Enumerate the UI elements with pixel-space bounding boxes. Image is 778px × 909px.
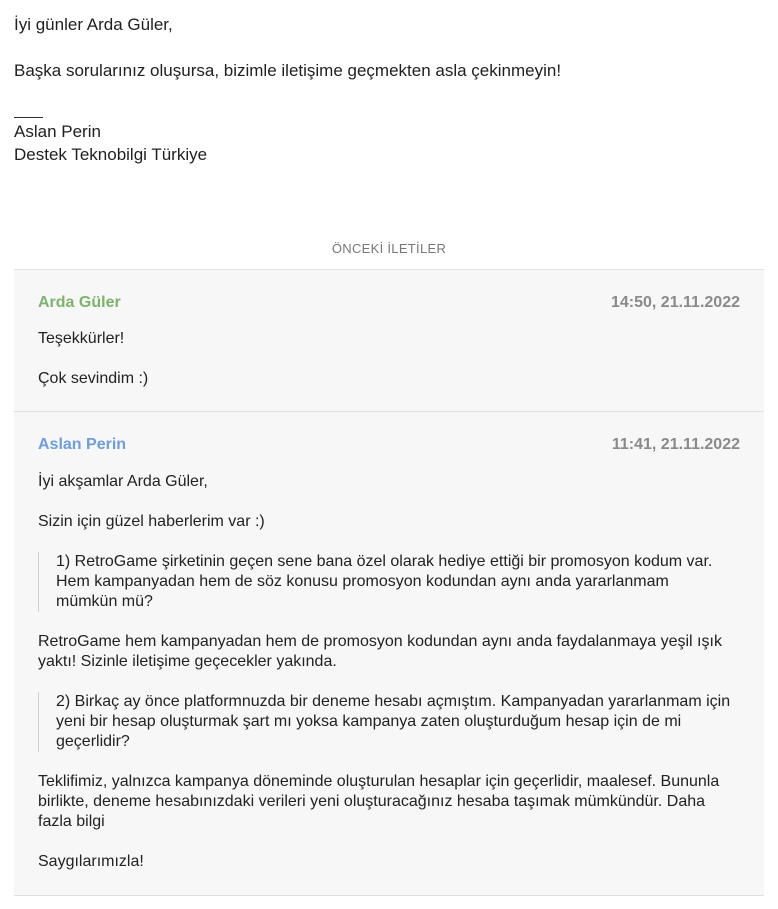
quote-line: geçerlidir? xyxy=(56,733,130,750)
signature-team: Destek Teknobilgi Türkiye xyxy=(14,145,208,164)
reply-text: Başka sorularınız oluşursa, bizimle iletişime geçmekten asla çekinmeyin! xyxy=(14,61,562,80)
signature-name: Aslan Perin xyxy=(14,122,101,141)
message-author: Arda Güler xyxy=(38,294,121,311)
message-intro: Sizin için güzel haberlerim var :) xyxy=(38,513,265,530)
quote-line: Hem kampanyadan hem de söz konusu promosyon kodundan aynı anda yararlanmam xyxy=(56,573,669,590)
message-greeting: İyi akşamlar Arda Güler, xyxy=(38,473,208,490)
answer-line: RetroGame hem kampanyadan hem de promosyon kodundan aynı anda faydalanmaya yeşil ışık xyxy=(38,633,722,650)
message-line: Çok sevindim :) xyxy=(38,370,149,387)
message-author: Aslan Perin xyxy=(38,436,127,453)
answer-1 xyxy=(38,632,722,672)
answer-line: birlikte, deneme hesabınızdaki verileri yeni oluşturacağınız hesaba taşımak mümkündür. Daha xyxy=(38,793,706,810)
message-line: Teşekkürler! xyxy=(38,330,125,347)
reply-greeting: İyi günler Arda Güler, xyxy=(14,15,173,34)
quoted-question-2 xyxy=(38,692,730,752)
quoted-question-1 xyxy=(38,552,712,612)
message-closing: Saygılarımızla! xyxy=(38,853,144,870)
answer-line: Teklifimiz, yalnızca kampanya döneminde oluşturulan hesaplar için geçerlidir, maalesef. Bununla xyxy=(38,773,720,790)
quote-line: 1) RetroGame şirketinin geçen sene bana özel olarak hediye ettiği bir promosyon kodum var. xyxy=(56,553,713,570)
answer-2 xyxy=(38,772,719,832)
message-thread xyxy=(14,269,764,896)
previous-messages-header: ÖNCEKİ İLETİLER xyxy=(331,241,447,256)
message-date: 11:41, 21.11.2022 xyxy=(611,436,740,453)
answer-line: yaktı! Sizinle iletişime geçecekler yakında. xyxy=(38,653,337,670)
thread-message-arda xyxy=(14,270,764,412)
answer-line: fazla bilgi xyxy=(38,813,105,830)
signature-divider xyxy=(14,117,43,118)
thread-message-aslan xyxy=(14,412,764,896)
quote-line: mümkün mü? xyxy=(56,593,153,610)
quote-line: 2) Birkaç ay önce platformnuzda bir deneme hesabı açmıştım. Kampanyadan yararlanmam için xyxy=(56,693,731,710)
message-date: 14:50, 21.11.2022 xyxy=(610,294,740,311)
quote-line: yeni bir hesap oluşturmak şart mı yoksa kampanya zaten oluşturduğum hesap için de mi xyxy=(56,713,682,730)
